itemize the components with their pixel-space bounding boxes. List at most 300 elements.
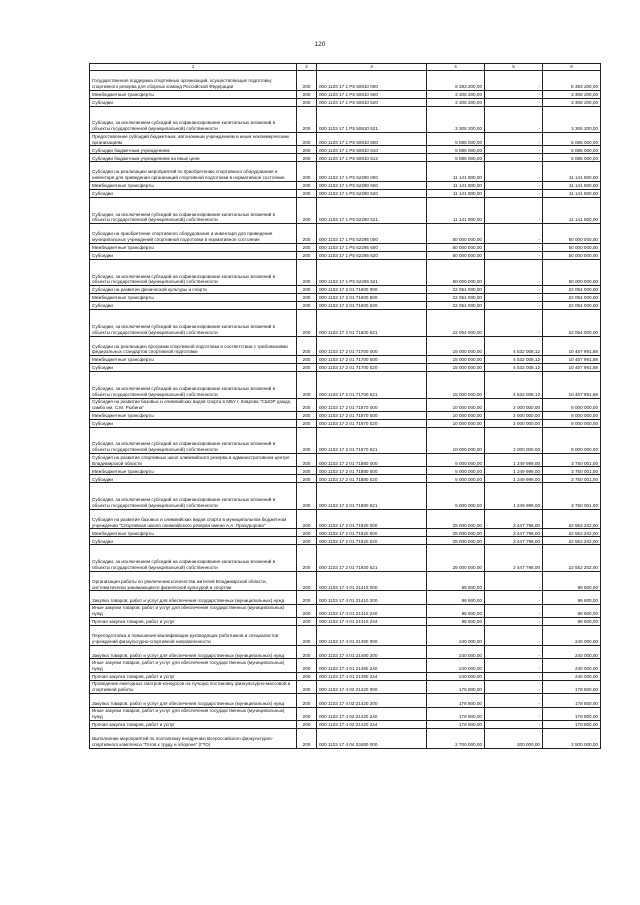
row-description: Субсидии bbox=[90, 98, 297, 106]
row-remaining-amount: 8 393 200,00 bbox=[543, 71, 601, 91]
row-description: Межбюджетные трансферты bbox=[90, 356, 297, 364]
row-description: Субсидии, за исключением субсидий на софинансирование капитальных вложений в объекты государственной (муниципальной) собственности bbox=[90, 198, 297, 224]
column-header: 1 bbox=[90, 64, 297, 71]
row-description: Субсидии bbox=[90, 252, 297, 260]
row-executed-amount: 1 249 999,00 bbox=[485, 475, 543, 483]
row-remaining-amount: 98 600,00 bbox=[543, 604, 601, 617]
row-classification-code: 000 1103 17 4 02 21420 244 bbox=[317, 720, 427, 728]
column-header: 2 bbox=[297, 64, 317, 71]
row-description: Субсидии, за исключением субсидий на софинансирование капитальных вложений в объекты государственной (муниципальной) собственности bbox=[90, 545, 297, 571]
row-code: 200 bbox=[297, 106, 317, 132]
row-classification-code: 000 1103 17 1 P5 52290 520 bbox=[317, 190, 427, 198]
row-code: 200 bbox=[297, 537, 317, 545]
row-classification-code: 000 1103 17 1 P5 52295 520 bbox=[317, 252, 427, 260]
table-row bbox=[90, 454, 601, 467]
row-approved-amount: 11 141 800,00 bbox=[427, 182, 485, 190]
row-code: 200 bbox=[297, 626, 317, 646]
row-code: 200 bbox=[297, 302, 317, 310]
row-classification-code: 000 1103 17 2 01 71920 520 bbox=[317, 537, 427, 545]
row-description: Государственная поддержка спортивных организаций, осуществляющих подготовку спортивного резерва для сборных команд Российской Федерации bbox=[90, 71, 297, 91]
row-approved-amount: 25 000 000,00 bbox=[427, 509, 485, 529]
row-classification-code: 000 1103 17 2 01 71920 500 bbox=[317, 529, 427, 537]
row-remaining-amount: 3 308 200,00 bbox=[543, 98, 601, 106]
row-remaining-amount: 3 308 200,00 bbox=[543, 90, 601, 98]
row-description: Иные закупки товаров, работ и услуг для обеспечения государственных (муниципальных) нужд bbox=[90, 604, 297, 617]
row-classification-code: 000 1103 17 2 01 71920 000 bbox=[317, 509, 427, 529]
row-remaining-amount: 178 800,00 bbox=[543, 707, 601, 720]
row-code: 200 bbox=[297, 132, 317, 145]
row-description: Организация работы по увеличению количества жителей Владимирской области, систематически занимающихся физической культурой и спортом bbox=[90, 571, 297, 591]
row-approved-amount: 15 000 000,00 bbox=[427, 364, 485, 372]
row-code: 200 bbox=[297, 356, 317, 364]
row-classification-code: 000 1103 17 1 P5 50810 610 bbox=[317, 146, 427, 154]
row-executed-amount: - bbox=[485, 98, 543, 106]
row-code: 200 bbox=[297, 427, 317, 453]
row-approved-amount: 3 308 200,00 bbox=[427, 98, 485, 106]
row-code: 200 bbox=[297, 162, 317, 182]
row-approved-amount: 15 000 000,00 bbox=[427, 336, 485, 356]
row-code: 200 bbox=[297, 467, 317, 475]
row-remaining-amount: 22 054 000,00 bbox=[543, 294, 601, 302]
row-executed-amount: - bbox=[485, 591, 543, 604]
row-description: Субсидии, за исключением субсидий на софинансирование капитальных вложений в объекты государственной (муниципальной) собственности bbox=[90, 106, 297, 132]
row-code: 200 bbox=[297, 146, 317, 154]
row-classification-code: 000 1103 17 4 01 21490 244 bbox=[317, 672, 427, 680]
table-row bbox=[90, 182, 601, 190]
row-executed-amount: - bbox=[485, 571, 543, 591]
row-description: Субсидии, за исключением субсидий на софинансирование капитальных вложений в объекты государственной (муниципальной) собственности bbox=[90, 372, 297, 398]
row-approved-amount: 5 000 000,00 bbox=[427, 467, 485, 475]
row-remaining-amount: 3 750 001,00 bbox=[543, 467, 601, 475]
row-approved-amount: 50 000 000,00 bbox=[427, 260, 485, 286]
row-description: Межбюджетные трансферты bbox=[90, 294, 297, 302]
table-row bbox=[90, 154, 601, 162]
table-row bbox=[90, 302, 601, 310]
column-header: 6 bbox=[543, 64, 601, 71]
table-row bbox=[90, 71, 601, 91]
row-description: Закупка товаров, работ и услуг для обеспечения государственных (муниципальных) нужд bbox=[90, 694, 297, 707]
row-executed-amount: - bbox=[485, 106, 543, 132]
row-remaining-amount: 22 552 202,00 bbox=[543, 509, 601, 529]
row-remaining-amount: 3 308 200,00 bbox=[543, 106, 601, 132]
row-description: Прочая закупка товаров, работ и услуг bbox=[90, 672, 297, 680]
row-executed-amount: 1 249 999,00 bbox=[485, 483, 543, 509]
table-row bbox=[90, 618, 601, 626]
row-remaining-amount: 2 500 000,00 bbox=[543, 728, 601, 748]
row-approved-amount: 5 000 000,00 bbox=[427, 483, 485, 509]
row-remaining-amount: 11 141 800,00 bbox=[543, 182, 601, 190]
row-remaining-amount: 11 141 800,00 bbox=[543, 198, 601, 224]
row-executed-amount: - bbox=[485, 146, 543, 154]
row-approved-amount: 178 800,00 bbox=[427, 694, 485, 707]
row-executed-amount: 4 532 008,12 bbox=[485, 372, 543, 398]
row-executed-amount: 4 532 008,12 bbox=[485, 364, 543, 372]
table-row bbox=[90, 356, 601, 364]
row-executed-amount: - bbox=[485, 618, 543, 626]
row-code: 200 bbox=[297, 694, 317, 707]
row-description: Субсидии bbox=[90, 419, 297, 427]
row-classification-code: 000 1103 17 1 P5 52290 000 bbox=[317, 162, 427, 182]
row-executed-amount: - bbox=[485, 190, 543, 198]
row-classification-code: 000 1103 17 4 02 21420 200 bbox=[317, 694, 427, 707]
row-classification-code: 000 1103 17 4 04 23480 000 bbox=[317, 728, 427, 748]
table-row bbox=[90, 659, 601, 672]
row-approved-amount: 10 000 000,00 bbox=[427, 411, 485, 419]
table-row bbox=[90, 364, 601, 372]
table-row bbox=[90, 252, 601, 260]
row-executed-amount: - bbox=[485, 132, 543, 145]
row-code: 200 bbox=[297, 336, 317, 356]
row-approved-amount: 22 054 000,00 bbox=[427, 294, 485, 302]
row-approved-amount: 15 000 000,00 bbox=[427, 372, 485, 398]
row-approved-amount: 5 000 000,00 bbox=[427, 454, 485, 467]
row-remaining-amount: 98 600,00 bbox=[543, 618, 601, 626]
table-row bbox=[90, 509, 601, 529]
row-remaining-amount: 22 054 000,00 bbox=[543, 310, 601, 336]
table-row bbox=[90, 411, 601, 419]
table-row bbox=[90, 190, 601, 198]
row-executed-amount: - bbox=[485, 672, 543, 680]
row-approved-amount: 5 000 000,00 bbox=[427, 475, 485, 483]
row-code: 200 bbox=[297, 372, 317, 398]
row-remaining-amount: 5 085 000,00 bbox=[543, 154, 601, 162]
row-remaining-amount: 50 000 000,00 bbox=[543, 252, 601, 260]
row-code: 200 bbox=[297, 672, 317, 680]
row-executed-amount: - bbox=[485, 198, 543, 224]
row-description: Прочая закупка товаров, работ и услуг bbox=[90, 720, 297, 728]
row-remaining-amount: 10 467 991,88 bbox=[543, 356, 601, 364]
row-remaining-amount: 240 000,00 bbox=[543, 659, 601, 672]
row-description: Субсидии на развитие физической культуры и спорта bbox=[90, 286, 297, 294]
row-classification-code: 000 1103 17 4 01 21410 240 bbox=[317, 604, 427, 617]
row-description: Межбюджетные трансферты bbox=[90, 411, 297, 419]
row-executed-amount: 2 000 000,00 bbox=[485, 419, 543, 427]
row-description: Предоставление субсидий бюджетным, автономным учреждениям и иным некоммерческим организациям bbox=[90, 132, 297, 145]
row-code: 200 bbox=[297, 260, 317, 286]
row-remaining-amount: 98 600,00 bbox=[543, 571, 601, 591]
row-remaining-amount: 3 750 001,00 bbox=[543, 475, 601, 483]
row-executed-amount: - bbox=[485, 182, 543, 190]
page-number: 120 bbox=[314, 41, 326, 48]
row-code: 200 bbox=[297, 483, 317, 509]
row-remaining-amount: 178 800,00 bbox=[543, 720, 601, 728]
row-classification-code: 000 1103 17 4 01 21490 240 bbox=[317, 659, 427, 672]
row-code: 200 bbox=[297, 364, 317, 372]
row-executed-amount: - bbox=[485, 244, 543, 252]
table-row bbox=[90, 244, 601, 252]
table-row bbox=[90, 310, 601, 336]
row-approved-amount: 240 000,00 bbox=[427, 659, 485, 672]
row-code: 200 bbox=[297, 182, 317, 190]
row-executed-amount: - bbox=[485, 71, 543, 91]
row-remaining-amount: 178 800,00 bbox=[543, 694, 601, 707]
row-description: Субсидии на реализацию программ спортивной подготовки в соответствии с требованиями федеральных стандартов спортивной подготовки bbox=[90, 336, 297, 356]
row-approved-amount: 25 000 000,00 bbox=[427, 537, 485, 545]
table-row bbox=[90, 720, 601, 728]
table-row bbox=[90, 90, 601, 98]
row-executed-amount: - bbox=[485, 604, 543, 617]
row-code: 200 bbox=[297, 294, 317, 302]
row-approved-amount: 3 308 200,00 bbox=[427, 90, 485, 98]
row-classification-code: 000 1103 17 2 01 71600 500 bbox=[317, 294, 427, 302]
row-code: 200 bbox=[297, 224, 317, 244]
row-code: 200 bbox=[297, 98, 317, 106]
table-header-row bbox=[90, 64, 601, 71]
table-row bbox=[90, 146, 601, 154]
row-approved-amount: 98 600,00 bbox=[427, 591, 485, 604]
row-executed-amount: - bbox=[485, 90, 543, 98]
row-classification-code: 000 1103 17 1 P5 52295 521 bbox=[317, 260, 427, 286]
row-code: 200 bbox=[297, 604, 317, 617]
row-executed-amount: 2 000 000,00 bbox=[485, 398, 543, 411]
row-remaining-amount: 8 000 000,00 bbox=[543, 411, 601, 419]
row-classification-code: 000 1103 17 1 P5 50810 000 bbox=[317, 71, 427, 91]
row-remaining-amount: 10 467 991,88 bbox=[543, 372, 601, 398]
row-executed-amount: - bbox=[485, 707, 543, 720]
row-remaining-amount: 5 085 000,00 bbox=[543, 132, 601, 145]
table-row bbox=[90, 372, 601, 398]
row-classification-code: 000 1103 17 4 01 21490 000 bbox=[317, 626, 427, 646]
row-classification-code: 000 1103 17 4 01 21410 244 bbox=[317, 618, 427, 626]
row-classification-code: 000 1103 17 1 P5 50810 500 bbox=[317, 90, 427, 98]
row-approved-amount: 3 308 200,00 bbox=[427, 106, 485, 132]
table-row bbox=[90, 427, 601, 453]
row-description: Субсидии bbox=[90, 190, 297, 198]
row-description: Межбюджетные трансферты bbox=[90, 529, 297, 537]
table-row bbox=[90, 198, 601, 224]
row-classification-code: 000 1103 17 2 01 71600 520 bbox=[317, 302, 427, 310]
row-approved-amount: 50 000 000,00 bbox=[427, 224, 485, 244]
table-row bbox=[90, 294, 601, 302]
row-description: Межбюджетные трансферты bbox=[90, 244, 297, 252]
row-remaining-amount: 22 054 000,00 bbox=[543, 302, 601, 310]
table-row bbox=[90, 604, 601, 617]
row-remaining-amount: 5 085 000,00 bbox=[543, 146, 601, 154]
row-classification-code: 000 1103 17 2 01 71700 520 bbox=[317, 364, 427, 372]
row-code: 200 bbox=[297, 252, 317, 260]
row-code: 200 bbox=[297, 90, 317, 98]
column-header: 3 bbox=[317, 64, 427, 71]
row-remaining-amount: 3 750 001,00 bbox=[543, 483, 601, 509]
row-code: 200 bbox=[297, 720, 317, 728]
row-classification-code: 000 1103 17 2 01 71920 521 bbox=[317, 545, 427, 571]
row-code: 200 bbox=[297, 286, 317, 294]
row-description: Межбюджетные трансферты bbox=[90, 182, 297, 190]
row-remaining-amount: 3 750 001,00 bbox=[543, 454, 601, 467]
column-header: 4 bbox=[427, 64, 485, 71]
row-description: Субсидии bbox=[90, 364, 297, 372]
row-description: Субсидии, за исключением субсидий на софинансирование капитальных вложений в объекты государственной (муниципальной) собственности bbox=[90, 260, 297, 286]
row-remaining-amount: 11 141 800,00 bbox=[543, 190, 601, 198]
row-approved-amount: 240 000,00 bbox=[427, 626, 485, 646]
row-approved-amount: 5 085 000,00 bbox=[427, 146, 485, 154]
row-approved-amount: 10 000 000,00 bbox=[427, 419, 485, 427]
row-executed-amount: 2 447 798,00 bbox=[485, 545, 543, 571]
row-approved-amount: 240 000,00 bbox=[427, 646, 485, 659]
row-executed-amount: - bbox=[485, 680, 543, 693]
row-remaining-amount: 50 000 000,00 bbox=[543, 224, 601, 244]
row-code: 200 bbox=[297, 398, 317, 411]
row-executed-amount: 1 249 999,00 bbox=[485, 467, 543, 475]
row-description: Переподготовка и повышение квалификации руководящих работников и специалистов учреждений физкультурно-спортивной направленности bbox=[90, 626, 297, 646]
row-description: Субсидия на развитие спортивных школ олимпийского резерва в административном центре Владимирской области bbox=[90, 454, 297, 467]
row-executed-amount: - bbox=[485, 659, 543, 672]
row-remaining-amount: 22 552 202,00 bbox=[543, 529, 601, 537]
row-code: 200 bbox=[297, 154, 317, 162]
row-remaining-amount: 11 141 800,00 bbox=[543, 162, 601, 182]
row-classification-code: 000 1103 17 2 01 71880 521 bbox=[317, 483, 427, 509]
row-classification-code: 000 1103 17 4 01 21410 200 bbox=[317, 591, 427, 604]
row-classification-code: 000 1103 17 1 P5 50810 520 bbox=[317, 98, 427, 106]
row-description: Субсидия на развитие базовых и олимпийских видов спорта в МБУ г. Коврова "СШОР дзюдо, самбо им. С.М. Рыбина" bbox=[90, 398, 297, 411]
row-description: Иные закупки товаров, работ и услуг для обеспечения государственных (муниципальных) нужд bbox=[90, 707, 297, 720]
row-executed-amount: 2 447 798,00 bbox=[485, 537, 543, 545]
row-remaining-amount: 98 600,00 bbox=[543, 591, 601, 604]
row-approved-amount: 240 000,00 bbox=[427, 672, 485, 680]
row-code: 200 bbox=[297, 411, 317, 419]
table-row bbox=[90, 419, 601, 427]
row-code: 200 bbox=[297, 707, 317, 720]
row-approved-amount: 50 000 000,00 bbox=[427, 252, 485, 260]
row-executed-amount: - bbox=[485, 302, 543, 310]
row-executed-amount: 2 447 798,00 bbox=[485, 509, 543, 529]
row-executed-amount: - bbox=[485, 646, 543, 659]
row-classification-code: 000 1103 17 2 01 71700 500 bbox=[317, 356, 427, 364]
row-description: Субсидии, за исключением субсидий на софинансирование капитальных вложений в объекты государственной (муниципальной) собственности bbox=[90, 427, 297, 453]
row-executed-amount: - bbox=[485, 162, 543, 182]
row-classification-code: 000 1103 17 2 01 71880 500 bbox=[317, 467, 427, 475]
row-remaining-amount: 22 054 000,00 bbox=[543, 286, 601, 294]
row-description: Проведение ежегодных смотров-конкурсов на лучшую постановку физкультурно-массовой и спортивной работы bbox=[90, 680, 297, 693]
row-remaining-amount: 22 552 202,00 bbox=[543, 545, 601, 571]
row-code: 200 bbox=[297, 659, 317, 672]
row-code: 200 bbox=[297, 509, 317, 529]
row-executed-amount: - bbox=[485, 310, 543, 336]
row-code: 200 bbox=[297, 680, 317, 693]
table-row bbox=[90, 707, 601, 720]
row-executed-amount: - bbox=[485, 252, 543, 260]
row-classification-code: 000 1103 17 4 02 21420 000 bbox=[317, 680, 427, 693]
row-description: Субсидии bbox=[90, 302, 297, 310]
row-approved-amount: 178 800,00 bbox=[427, 707, 485, 720]
row-remaining-amount: 8 000 000,00 bbox=[543, 419, 601, 427]
row-description: Субсидии бюджетным учреждениям bbox=[90, 146, 297, 154]
row-description: Субсидии бюджетным учреждениям на иные цели bbox=[90, 154, 297, 162]
row-approved-amount: 5 085 000,00 bbox=[427, 154, 485, 162]
row-executed-amount: - bbox=[485, 260, 543, 286]
row-executed-amount: 1 249 999,00 bbox=[485, 454, 543, 467]
row-executed-amount: 2 000 000,00 bbox=[485, 411, 543, 419]
table-row bbox=[90, 680, 601, 693]
row-code: 200 bbox=[297, 591, 317, 604]
row-approved-amount: 98 600,00 bbox=[427, 604, 485, 617]
row-classification-code: 000 1103 17 1 P5 52295 000 bbox=[317, 224, 427, 244]
table-row bbox=[90, 694, 601, 707]
row-code: 200 bbox=[297, 571, 317, 591]
row-approved-amount: 15 000 000,00 bbox=[427, 356, 485, 364]
table-row bbox=[90, 132, 601, 145]
row-approved-amount: 178 800,00 bbox=[427, 720, 485, 728]
row-classification-code: 000 1103 17 2 01 71600 000 bbox=[317, 286, 427, 294]
table-row bbox=[90, 545, 601, 571]
row-executed-amount: - bbox=[485, 626, 543, 646]
row-remaining-amount: 178 800,00 bbox=[543, 680, 601, 693]
row-remaining-amount: 10 467 991,88 bbox=[543, 336, 601, 356]
row-approved-amount: 22 054 000,00 bbox=[427, 302, 485, 310]
row-code: 200 bbox=[297, 454, 317, 467]
row-remaining-amount: 22 552 202,00 bbox=[543, 537, 601, 545]
row-description: Иные закупки товаров, работ и услуг для обеспечения государственных (муниципальных) нужд bbox=[90, 659, 297, 672]
table-row bbox=[90, 483, 601, 509]
row-classification-code: 000 1103 17 1 P5 52290 500 bbox=[317, 182, 427, 190]
table-row bbox=[90, 571, 601, 591]
row-classification-code: 000 1103 17 4 01 21410 000 bbox=[317, 571, 427, 591]
table-row bbox=[90, 398, 601, 411]
row-approved-amount: 10 000 000,00 bbox=[427, 398, 485, 411]
table-row bbox=[90, 591, 601, 604]
table-row bbox=[90, 106, 601, 132]
table-row bbox=[90, 672, 601, 680]
table-row bbox=[90, 224, 601, 244]
row-approved-amount: 25 000 000,00 bbox=[427, 545, 485, 571]
row-executed-amount: 2 000 000,00 bbox=[485, 427, 543, 453]
row-code: 200 bbox=[297, 529, 317, 537]
table-row bbox=[90, 162, 601, 182]
row-code: 200 bbox=[297, 545, 317, 571]
row-executed-amount: 2 447 798,00 bbox=[485, 529, 543, 537]
row-approved-amount: 98 600,00 bbox=[427, 618, 485, 626]
row-executed-amount: - bbox=[485, 294, 543, 302]
row-remaining-amount: 50 000 000,00 bbox=[543, 244, 601, 252]
table-row bbox=[90, 475, 601, 483]
row-remaining-amount: 50 000 000,00 bbox=[543, 260, 601, 286]
row-approved-amount: 178 800,00 bbox=[427, 680, 485, 693]
table-row bbox=[90, 529, 601, 537]
table-row bbox=[90, 286, 601, 294]
row-remaining-amount: 240 000,00 bbox=[543, 626, 601, 646]
table-row bbox=[90, 728, 601, 748]
row-remaining-amount: 8 000 000,00 bbox=[543, 427, 601, 453]
table-row bbox=[90, 626, 601, 646]
row-classification-code: 000 1103 17 2 01 71870 521 bbox=[317, 427, 427, 453]
table-row bbox=[90, 98, 601, 106]
row-approved-amount: 11 141 800,00 bbox=[427, 198, 485, 224]
row-remaining-amount: 10 467 991,88 bbox=[543, 364, 601, 372]
row-description: Межбюджетные трансферты bbox=[90, 90, 297, 98]
row-remaining-amount: 240 000,00 bbox=[543, 672, 601, 680]
row-approved-amount: 98 600,00 bbox=[427, 571, 485, 591]
row-code: 200 bbox=[297, 190, 317, 198]
row-code: 200 bbox=[297, 71, 317, 91]
row-classification-code: 000 1103 17 4 02 21420 240 bbox=[317, 707, 427, 720]
table-row bbox=[90, 646, 601, 659]
row-executed-amount: - bbox=[485, 224, 543, 244]
budget-table bbox=[89, 63, 601, 749]
row-description: Субсидии bbox=[90, 475, 297, 483]
row-code: 200 bbox=[297, 198, 317, 224]
row-approved-amount: 11 141 800,00 bbox=[427, 162, 485, 182]
row-description: Субсидии на реализацию мероприятий по приобретению спортивного оборудования и инвентаря для приведения организаций спортивной подготовки в нормативное состояние bbox=[90, 162, 297, 182]
row-classification-code: 000 1103 17 1 P5 52290 521 bbox=[317, 198, 427, 224]
row-classification-code: 000 1103 17 2 01 71880 000 bbox=[317, 454, 427, 467]
row-executed-amount: 4 532 008,12 bbox=[485, 336, 543, 356]
table-body bbox=[90, 71, 601, 749]
table-row bbox=[90, 336, 601, 356]
row-description: Межбюджетные трансферты bbox=[90, 467, 297, 475]
row-description: Субсидии, за исключением субсидий на софинансирование капитальных вложений в объекты государственной (муниципальной) собственности bbox=[90, 483, 297, 509]
row-remaining-amount: 240 000,00 bbox=[543, 646, 601, 659]
table-row bbox=[90, 537, 601, 545]
